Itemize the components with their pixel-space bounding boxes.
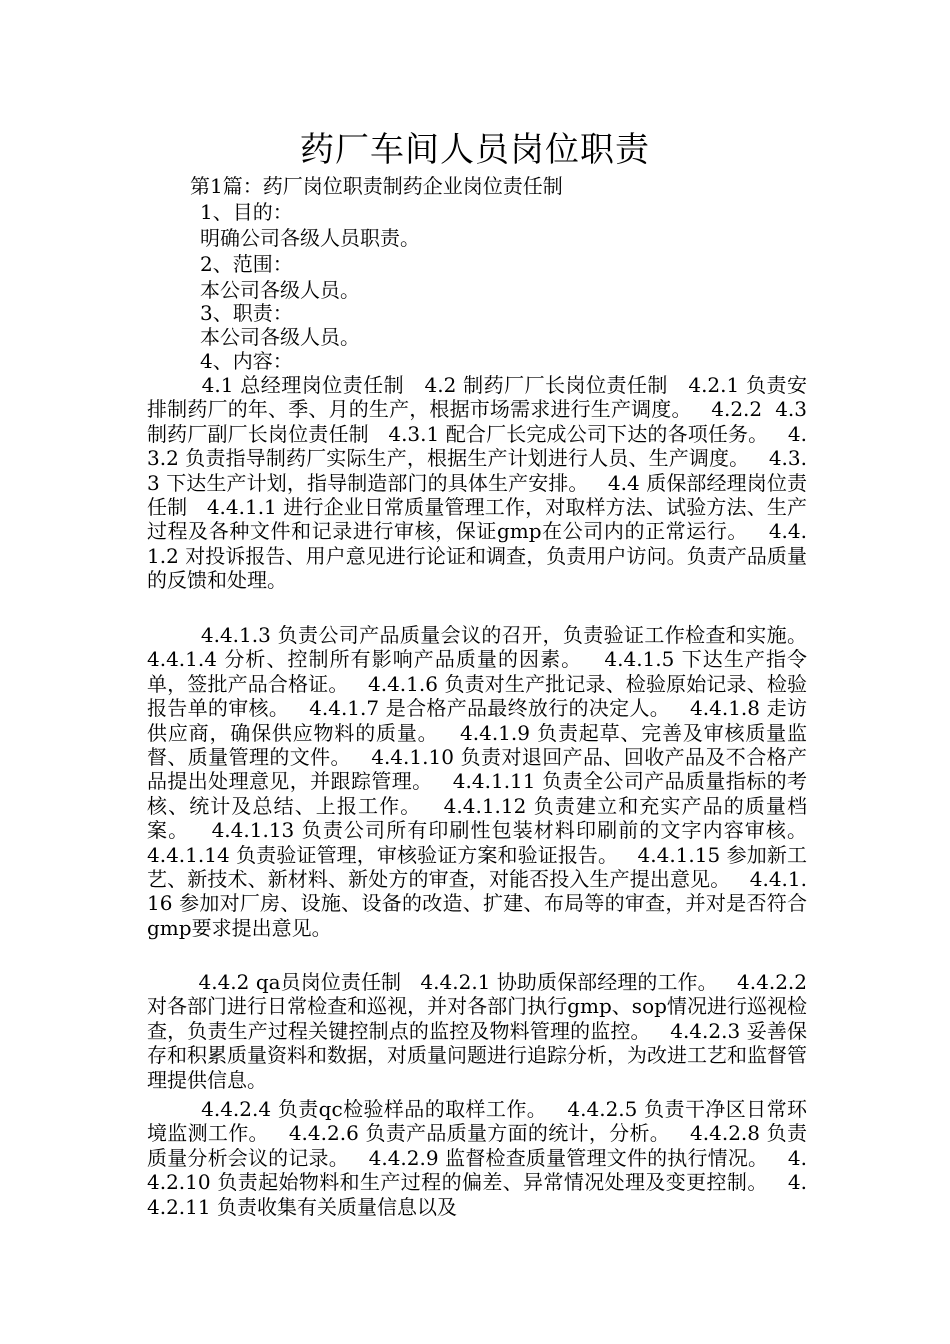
document-title: 药厂车间人员岗位职责 [300, 130, 650, 170]
section-text-duties: 本公司各级人员。 [200, 325, 360, 349]
document-subtitle: 第1篇：药厂岗位职责制药企业岗位责任制 [190, 174, 563, 198]
section-heading-duties: 3、职责： [200, 301, 293, 325]
content-paragraph: 4.4.2 qa员岗位责任制 4.4.2.1 协助质保部经理的工作。 4.4.2.2 对各部门进行日常检查和巡视，并对各部门执行gmp、sop情况进行巡视检查，负责生产过程关键控制点的监控及物料管理的监控。 4.4.2.3 妥善保存和积累质量资料和数据，对质量问题进行追踪分析，为改进工艺和监督管理提供信息。 [147, 970, 814, 1092]
section-heading-purpose: 1、目的： [200, 200, 293, 224]
section-heading-scope: 2、范围： [200, 252, 293, 276]
section-heading-content: 4、内容： [200, 349, 293, 373]
section-text-scope: 本公司各级人员。 [200, 278, 360, 302]
content-paragraph: 4.4.1.3 负责公司产品质量会议的召开，负责验证工作检查和实施。 4.4.1.4 分析、控制所有影响产品质量的因素。 4.4.1.5 下达生产指令单，签批产品合格证。 4.4.1.6 负责对生产批记录、检验原始记录、检验报告单的审核。 4.4.1.7 是合格产品最终放行的决定人。 4.4.1.8 走访供应商，确保供应物料的质量。 4.4.1.9 负责起草、完善及审核质量监督、质量管理的文件。 4.4.1.10 负责对退回产品、回收产品及不合格产品提出处理意见，并跟踪管理。 4.4.1.11 负责全公司产品质量指标的考核、统计及总结、上报工作。 4.4.1.12 负责建立和充实产品的质量档案。 4.4.1.13 负责公司所有印刷性包装材料印刷前的文字内容审核。 4.4.1.14 负责验证管理，审核验证方案和验证报告。 4.4.1.15 参加新工艺、新技术、新材料、新处方的审查，对能否投入生产提出意见。 4.4.1.16 参加对厂房、设施、设备的改造、扩建、布局等的审查，并对是否符合gmp要求提出意见。 [147, 623, 827, 940]
content-paragraph: 4.1 总经理岗位责任制 4.2 制药厂厂长岗位责任制 4.2.1 负责安排制药厂的年、季、月的生产，根据市场需求进行生产调度。 4.2.2 4.3 制药厂副厂长岗位责任制 4.3.1 配合厂长完成公司下达的各项任务。 4.3.2 负责指导制药厂实际生产，根据生产计划进行人员、生产调度。 4.3.3 下达生产计划，指导制造部门的具体生产安排。 4.4 质保部经理岗位责任制 4.4.1.1 进行企业日常质量管理工作，对取样方法、试验方法、生产过程及各种文件和记录进行审核，保证gmp在公司内的正常运行。 4.4.1.2 对投诉报告、用户意见进行论证和调查，负责用户访问。负责产品质量的反馈和处理。 [147, 373, 814, 593]
content-paragraph: 4.4.2.4 负责qc检验样品的取样工作。 4.4.2.5 负责干净区日常环境监测工作。 4.4.2.6 负责产品质量方面的统计，分析。 4.4.2.8 负责质量分析会议的记录。 4.4.2.9 监督检查质量管理文件的执行情况。 4.4.2.10 负责起始物料和生产过程的偏差、异常情况处理及变更控制。 4.4.2.11 负责收集有关质量信息以及 [147, 1097, 807, 1219]
section-text-purpose: 明确公司各级人员职责。 [200, 226, 420, 250]
